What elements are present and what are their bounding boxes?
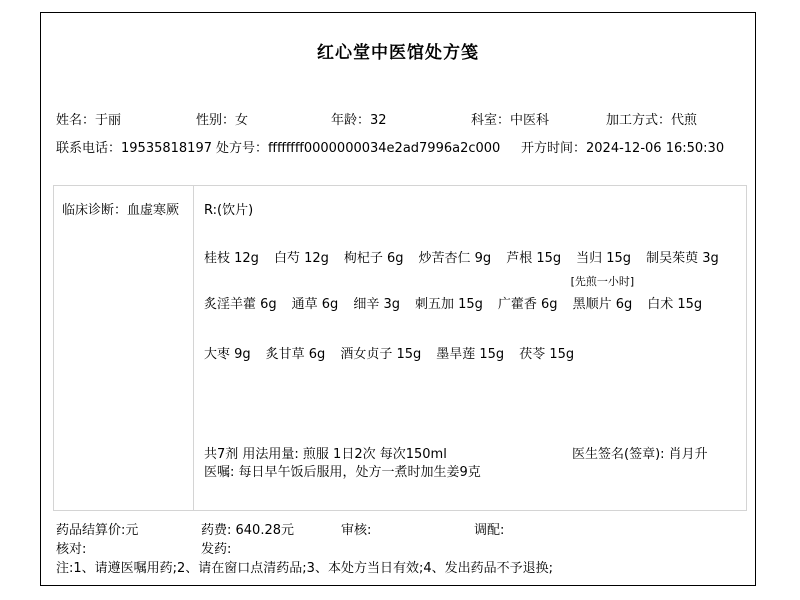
herb-item: 酒女贞子 15g	[340, 347, 422, 362]
doctor-advice-line: 医嘱: 每日早午饭后服用，处方一煮时加生姜9克	[204, 465, 481, 480]
field-patient-name: 姓名：于丽	[56, 113, 122, 128]
herb-item: 黑顺片 6g [先煎一小时]	[570, 275, 635, 312]
prescription-table	[53, 185, 747, 511]
usage-block	[204, 446, 574, 482]
clinical-diagnosis-label: 临床诊断：	[62, 203, 128, 218]
herb-item: 制吴茱萸 3g	[646, 251, 719, 266]
doctor-signature: 医生签名(签章): 肖月升	[572, 447, 708, 462]
herb-item: 通草 6g	[291, 297, 339, 312]
herb-item: 炙甘草 6g	[265, 347, 326, 362]
herb-line-1	[204, 247, 744, 266]
rx-header: R:(饮片)	[204, 203, 254, 218]
herb-item: 枸杞子 6g	[343, 251, 404, 266]
field-settlement-price: 药品结算价:元	[56, 523, 139, 538]
field-patient-age: 年龄：32	[331, 113, 387, 128]
herb-line-3	[204, 343, 744, 362]
herb-item: 细辛 3g	[353, 297, 400, 312]
field-medicine-fee: 药费: 640.28元	[201, 523, 295, 538]
herb-item: 大枣 9g	[204, 347, 251, 362]
herb-item: 芦根 15g	[506, 251, 562, 266]
prescription-body-cell	[195, 186, 746, 510]
herb-line-2	[204, 275, 744, 312]
field-check: 核对:	[56, 542, 87, 557]
herb-decoction-note: [先煎一小时]	[570, 275, 635, 288]
field-prescription-number: 处方号：ffffffff0000000034e2ad7996a2c000	[216, 141, 501, 156]
page-title: 红心堂中医馆处方笺	[317, 43, 479, 63]
field-issue-medicine: 发药:	[201, 542, 232, 557]
field-dispense-prepare: 调配:	[474, 523, 505, 538]
footer-note: 注:1、请遵医嘱用药;2、请在窗口点清药品;3、本处方当日有效;4、发出药品不予退换;	[56, 561, 553, 576]
field-processing-method: 加工方式：代煎	[606, 113, 698, 128]
herb-item: 白术 15g	[647, 297, 703, 312]
herb-item: 当归 15g	[576, 251, 632, 266]
clinical-diagnosis-value: 血虚寒厥	[127, 203, 180, 218]
herb-item: 炒苦杏仁 9g	[418, 251, 492, 266]
herb-item: 茯苓 15g	[519, 347, 575, 362]
herb-item: 广藿香 6g	[497, 297, 558, 312]
herb-item: 白芍 12g	[273, 251, 329, 266]
herb-item: 桂枝 12g	[204, 251, 259, 266]
field-patient-gender: 性别：女	[196, 113, 249, 128]
herb-item: 墨旱莲 15g	[436, 347, 505, 362]
usage-dosage-line: 共7剂 用法用量: 煎服 1日2次 每次150ml	[204, 447, 447, 462]
clinical-diagnosis-cell	[54, 186, 194, 510]
field-issue-time: 开方时间：2024-12-06 16:50:30	[521, 141, 725, 156]
field-phone: 联系电话：19535818197	[56, 141, 212, 156]
herb-item: 刺五加 15g	[414, 297, 483, 312]
field-review: 审核:	[341, 523, 372, 538]
herb-item: 炙淫羊藿 6g	[204, 297, 277, 312]
field-department: 科室：中医科	[471, 113, 550, 128]
page-border-frame	[40, 12, 756, 586]
